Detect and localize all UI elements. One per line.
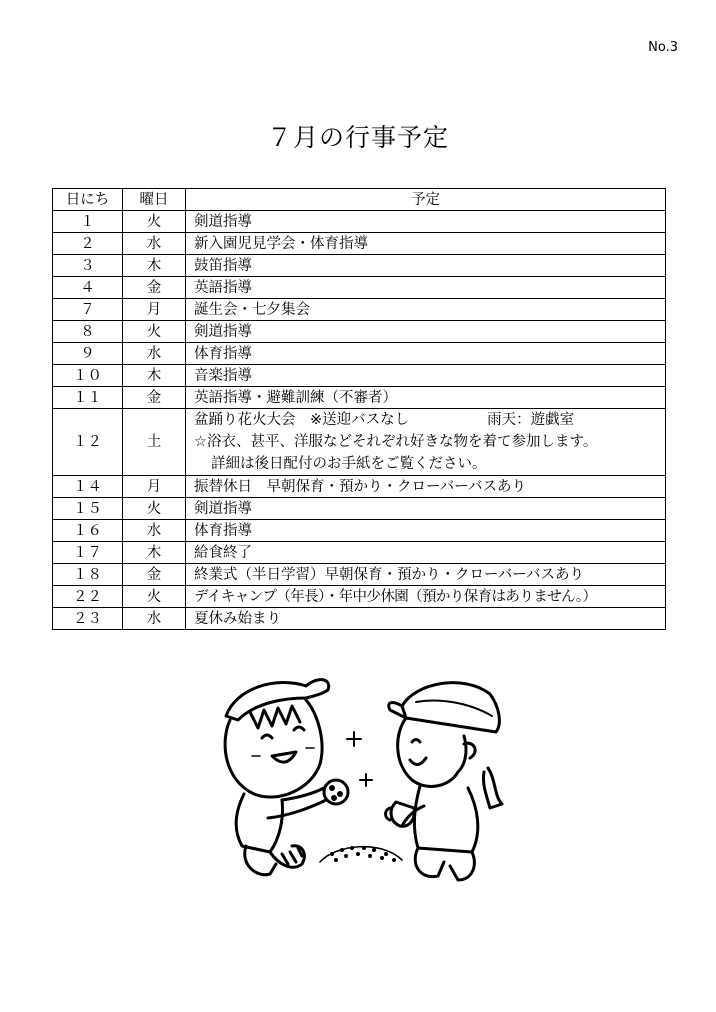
row-event: 鼓笛指導 xyxy=(186,255,666,277)
row-event: 体育指導 xyxy=(186,343,666,365)
page-title: ７月の行事予定 xyxy=(266,123,449,152)
table-row xyxy=(53,476,666,498)
row-event: 振替休日 早朝保育・預かり・クローバーバスあり xyxy=(186,476,666,498)
row-date: ８ xyxy=(53,321,123,343)
row-date: １７ xyxy=(53,542,123,564)
row-day: 金 xyxy=(123,564,186,586)
row-day: 木 xyxy=(123,542,186,564)
row-event: 誕生会・七夕集会 xyxy=(186,299,666,321)
table-row xyxy=(53,211,666,233)
row-date: １ xyxy=(53,211,123,233)
row-day: 火 xyxy=(123,211,186,233)
row-day: 火 xyxy=(123,321,186,343)
table-row xyxy=(53,277,666,299)
header-date: 日にち xyxy=(53,189,123,211)
row-day: 火 xyxy=(123,498,186,520)
row-event: 終業式（半日学習）早朝保育・預かり・クローバーバスあり xyxy=(186,564,666,586)
table-row xyxy=(53,608,666,630)
header-day: 曜日 xyxy=(123,189,186,211)
row-date: １５ xyxy=(53,498,123,520)
event-line-2: ☆浴衣、甚平、洋服などそれぞれ好きな物を着て参加します。 xyxy=(194,434,598,450)
row-date: １８ xyxy=(53,564,123,586)
event-line-3: 詳細は後日配付のお手紙をご覧ください。 xyxy=(211,456,487,472)
table-row xyxy=(53,299,666,321)
row-day: 水 xyxy=(123,520,186,542)
schedule-table xyxy=(52,188,666,630)
row-event: 剣道指導 xyxy=(186,498,666,520)
event-line-1-text: 盆踊り花火大会 ※送迎バスなし xyxy=(194,412,410,428)
sand-pile xyxy=(320,847,402,862)
left-child-figure xyxy=(225,680,348,875)
row-event: 剣道指導 xyxy=(186,211,666,233)
row-date: １４ xyxy=(53,476,123,498)
row-date: ３ xyxy=(53,255,123,277)
table-row xyxy=(53,498,666,520)
table-row xyxy=(53,520,666,542)
sparkle-icons xyxy=(347,732,372,786)
table-row xyxy=(53,365,666,387)
row-day: 土 xyxy=(123,409,186,476)
header-event: 予定 xyxy=(186,189,666,211)
row-date: ７ xyxy=(53,299,123,321)
row-date: １２ xyxy=(53,409,123,476)
row-date: ２３ xyxy=(53,608,123,630)
row-event: 英語指導 xyxy=(186,277,666,299)
row-date: ９ xyxy=(53,343,123,365)
row-event: 夏休み始まり xyxy=(186,608,666,630)
table-row xyxy=(53,409,666,476)
row-day: 火 xyxy=(123,586,186,608)
rain-venue-note: 雨天：遊戯室 xyxy=(487,412,575,428)
table-row xyxy=(53,564,666,586)
row-event: 体育指導 xyxy=(186,520,666,542)
row-date: １０ xyxy=(53,365,123,387)
row-day: 金 xyxy=(123,387,186,409)
row-event: デイキャンプ（年長）・年中少休園（預かり保育はありません。） xyxy=(186,586,666,608)
row-day: 水 xyxy=(123,343,186,365)
row-day: 月 xyxy=(123,476,186,498)
row-date: ４ xyxy=(53,277,123,299)
table-header-row xyxy=(53,189,666,211)
row-day: 水 xyxy=(123,233,186,255)
table-row xyxy=(53,387,666,409)
row-date: １１ xyxy=(53,387,123,409)
row-day: 木 xyxy=(123,365,186,387)
row-day: 水 xyxy=(123,608,186,630)
row-date: １６ xyxy=(53,520,123,542)
right-child-figure xyxy=(386,683,503,880)
row-date: ２ xyxy=(53,233,123,255)
row-event: 英語指導・避難訓練（不審者） xyxy=(186,387,666,409)
event-line-1 xyxy=(194,409,665,431)
table-row xyxy=(53,542,666,564)
row-event: 剣道指導 xyxy=(186,321,666,343)
row-event: 給食終了 xyxy=(186,542,666,564)
row-event: 新入園児見学会・体育指導 xyxy=(186,233,666,255)
table-row xyxy=(53,233,666,255)
table-row xyxy=(53,255,666,277)
children-playing-in-sand-icon xyxy=(206,668,512,894)
row-day: 木 xyxy=(123,255,186,277)
table-row xyxy=(53,586,666,608)
table-row xyxy=(53,321,666,343)
row-event-multiline xyxy=(186,409,666,476)
page-number: No.3 xyxy=(648,40,678,55)
row-event: 音楽指導 xyxy=(186,365,666,387)
table-row xyxy=(53,343,666,365)
row-day: 月 xyxy=(123,299,186,321)
row-day: 金 xyxy=(123,277,186,299)
row-date: ２２ xyxy=(53,586,123,608)
